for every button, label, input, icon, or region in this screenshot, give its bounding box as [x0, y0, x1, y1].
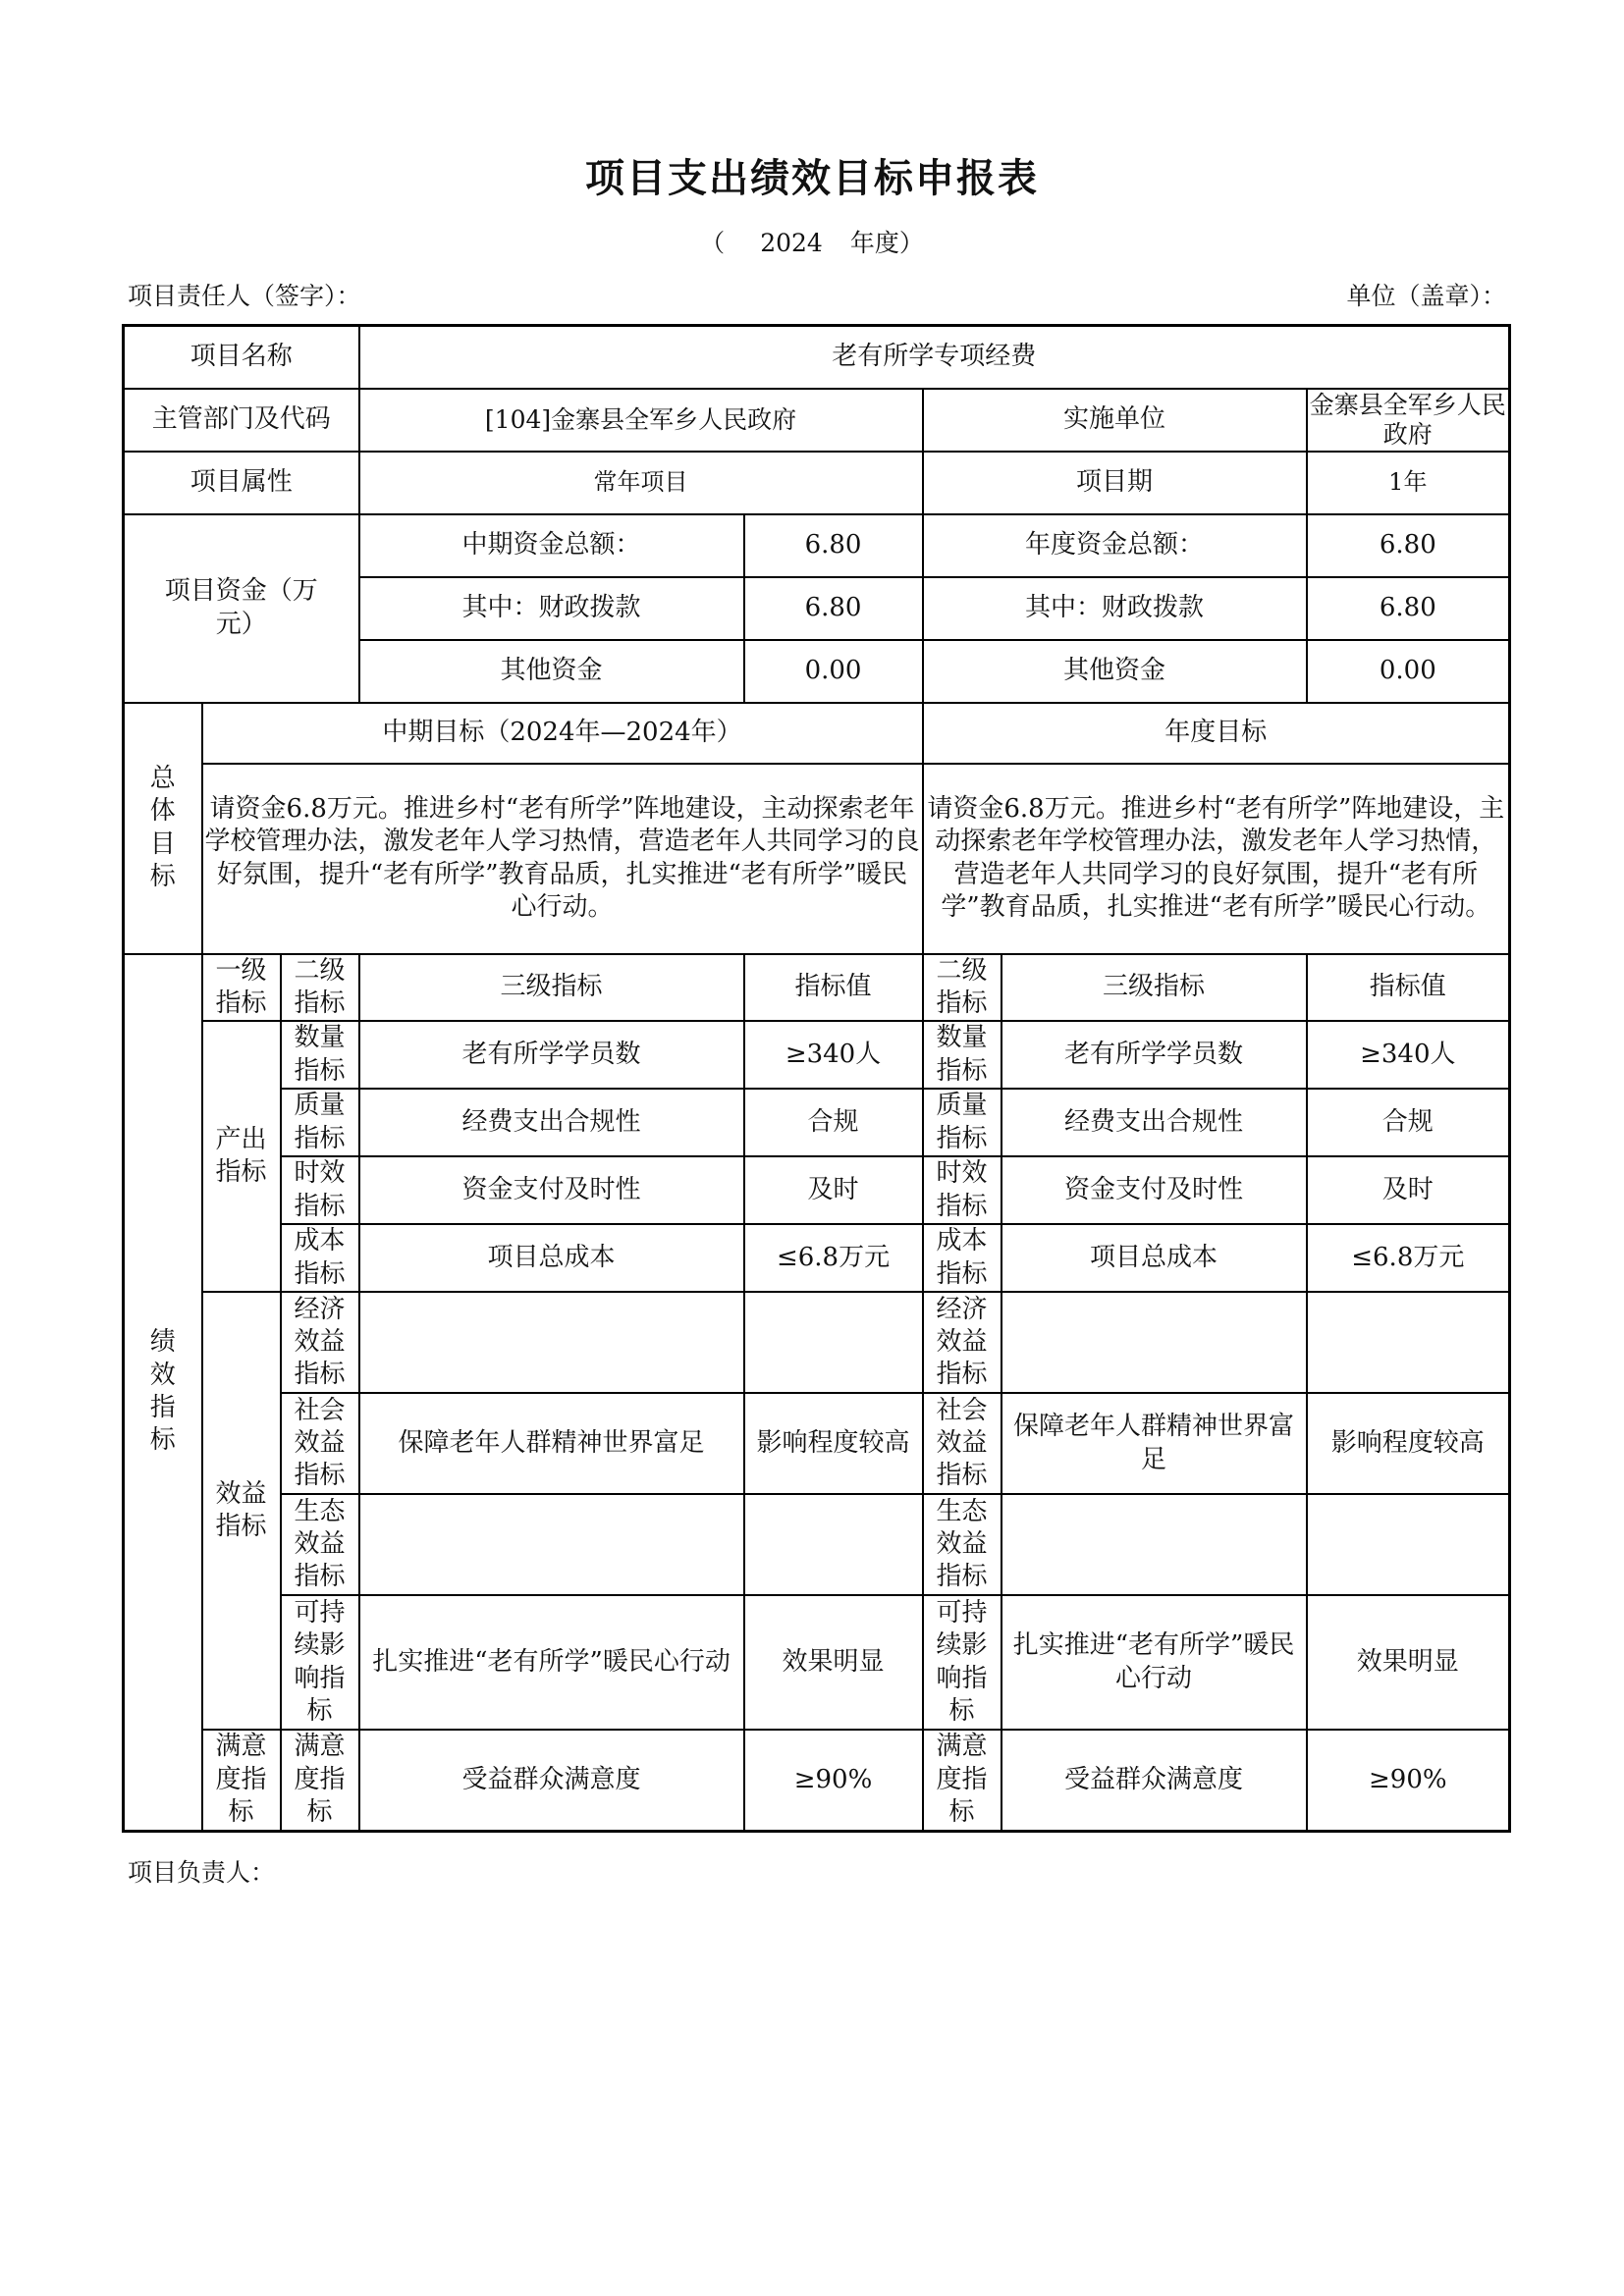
- row-l2: 经济效益指标: [281, 1292, 359, 1393]
- col-level3-header: 三级指标: [359, 954, 744, 1022]
- performance-target-table: [122, 324, 1511, 1833]
- row-mid-l3: 项目总成本: [359, 1224, 744, 1292]
- responsible-label: 项目负责人：: [128, 1858, 276, 1887]
- row-l2: 数量指标: [281, 1021, 359, 1089]
- row-year-l3: 老有所学学员数: [1001, 1021, 1307, 1089]
- impl-unit-label: 实施单位: [923, 389, 1307, 452]
- year-total-label: 年度资金总额：: [923, 514, 1307, 577]
- row-mid-value: [744, 1292, 923, 1393]
- row-year-l3: [1001, 1292, 1307, 1393]
- report-year: [0, 224, 1624, 259]
- row-year-value: ≥340人: [1307, 1021, 1510, 1089]
- mid-other-value: 0.00: [744, 640, 923, 703]
- row-l2: 满意度指标: [281, 1730, 359, 1831]
- period-value: 1年: [1307, 452, 1510, 514]
- row-mid-value: ≥90%: [744, 1730, 923, 1831]
- row-mid-value: ≥340人: [744, 1021, 923, 1089]
- mid-goal-text: 请资金6.8万元。推进乡村“老有所学”阵地建设，主动探索老年学校管理办法，激发老年人学习热情，营造老年人共同学习的良好氛围，提升“老有所学”教育品质，扎实推进“老有所学”暖民心行动。: [202, 764, 923, 954]
- row-year-value: 及时: [1307, 1156, 1510, 1224]
- row-year-value: [1307, 1494, 1510, 1595]
- col-level1-header: 一级指标: [202, 954, 281, 1022]
- row-year-value: ≤6.8万元: [1307, 1224, 1510, 1292]
- row-l2: 生态效益指标: [281, 1494, 359, 1595]
- row-year-l2: 生态效益指标: [923, 1494, 1001, 1595]
- row-year-l2: 成本指标: [923, 1224, 1001, 1292]
- year-close: 年度）: [849, 229, 924, 257]
- col-level2-header: 二级指标: [281, 954, 359, 1022]
- row-mid-l3: [359, 1292, 744, 1393]
- row-year-value: 效果明显: [1307, 1595, 1510, 1730]
- row-year-l3: 受益群众满意度: [1001, 1730, 1307, 1831]
- col-year-value-header: 指标值: [1307, 954, 1510, 1022]
- row-mid-l3: 经费支出合规性: [359, 1089, 744, 1156]
- year-other-label: 其他资金: [923, 640, 1307, 703]
- year-goal-header: 年度目标: [923, 703, 1510, 764]
- page-title: 项目支出绩效目标申报表: [585, 156, 1039, 201]
- year-goal-text: 请资金6.8万元。推进乡村“老有所学”阵地建设，主动探索老年学校管理办法，激发老年人学习热情，营造老年人共同学习的良好氛围，提升“老有所学”教育品质，扎实推进“老有所学”暖民心行动。: [923, 764, 1510, 954]
- mid-other-label: 其他资金: [359, 640, 744, 703]
- period-label: 项目期: [923, 452, 1307, 514]
- year-fiscal-value: 6.80: [1307, 577, 1510, 640]
- row-year-l2: 时效指标: [923, 1156, 1001, 1224]
- overall-goal-label: 总体目标: [124, 703, 202, 954]
- row-mid-l3: 保障老年人群精神世界富足: [359, 1393, 744, 1494]
- year-value: 2024: [760, 229, 823, 257]
- project-name-value: 老有所学专项经费: [359, 326, 1510, 389]
- row-mid-value: ≤6.8万元: [744, 1224, 923, 1292]
- row-year-value: 影响程度较高: [1307, 1393, 1510, 1494]
- row-year-l2: 数量指标: [923, 1021, 1001, 1089]
- row-mid-value: 效果明显: [744, 1595, 923, 1730]
- mid-fiscal-label: 其中：财政拨款: [359, 577, 744, 640]
- row-year-l2: 质量指标: [923, 1089, 1001, 1156]
- col-year-level3-header: 三级指标: [1001, 954, 1307, 1022]
- row-l2: 质量指标: [281, 1089, 359, 1156]
- row-year-l2: 经济效益指标: [923, 1292, 1001, 1393]
- row-l2: 时效指标: [281, 1156, 359, 1224]
- impl-unit-value: 金寨县全军乡人民政府: [1307, 389, 1510, 452]
- dept-label: 主管部门及代码: [124, 389, 359, 452]
- row-mid-l3: [359, 1494, 744, 1595]
- row-mid-l3: 老有所学学员数: [359, 1021, 744, 1089]
- row-l2: 可持续影响指标: [281, 1595, 359, 1730]
- row-year-value: 合规: [1307, 1089, 1510, 1156]
- row-year-value: [1307, 1292, 1510, 1393]
- mid-fiscal-value: 6.80: [744, 577, 923, 640]
- group-satisfaction: 满意度指标: [202, 1730, 281, 1831]
- row-year-l2: 社会效益指标: [923, 1393, 1001, 1494]
- group-benefit: 效益指标: [202, 1292, 281, 1730]
- row-year-l3: 保障老年人群精神世界富足: [1001, 1393, 1307, 1494]
- row-year-l3: 扎实推进“老有所学”暖民心行动: [1001, 1595, 1307, 1730]
- row-mid-l3: 受益群众满意度: [359, 1730, 744, 1831]
- year-open: （: [700, 229, 726, 257]
- row-year-l3: [1001, 1494, 1307, 1595]
- row-year-l3: 经费支出合规性: [1001, 1089, 1307, 1156]
- seal-label: 单位（盖章）：: [1346, 282, 1506, 310]
- signer-label: 项目责任人（签字）：: [128, 282, 361, 310]
- attr-label: 项目属性: [124, 452, 359, 514]
- row-l2: 成本指标: [281, 1224, 359, 1292]
- mid-total-value: 6.80: [744, 514, 923, 577]
- row-year-l3: 资金支付及时性: [1001, 1156, 1307, 1224]
- performance-indicator-label: 绩效指标: [124, 954, 202, 1832]
- year-other-value: 0.00: [1307, 640, 1510, 703]
- group-output: 产出指标: [202, 1021, 281, 1292]
- row-l2: 社会效益指标: [281, 1393, 359, 1494]
- year-fiscal-label: 其中：财政拨款: [923, 577, 1307, 640]
- row-year-value: ≥90%: [1307, 1730, 1510, 1831]
- col-value-header: 指标值: [744, 954, 923, 1022]
- row-mid-value: 合规: [744, 1089, 923, 1156]
- row-year-l3: 项目总成本: [1001, 1224, 1307, 1292]
- row-mid-value: [744, 1494, 923, 1595]
- funds-label: 项目资金（万元）: [124, 514, 359, 703]
- col-year-level2-header: 二级指标: [923, 954, 1001, 1022]
- row-year-l2: 可持续影响指标: [923, 1595, 1001, 1730]
- dept-value: [104]金寨县全军乡人民政府: [359, 389, 923, 452]
- project-name-label: 项目名称: [124, 326, 359, 389]
- row-mid-l3: 资金支付及时性: [359, 1156, 744, 1224]
- row-year-l2: 满意度指标: [923, 1730, 1001, 1831]
- year-total-value: 6.80: [1307, 514, 1510, 577]
- mid-goal-header: 中期目标（2024年—2024年）: [202, 703, 923, 764]
- row-mid-l3: 扎实推进“老有所学”暖民心行动: [359, 1595, 744, 1730]
- mid-total-label: 中期资金总额：: [359, 514, 744, 577]
- attr-value: 常年项目: [359, 452, 923, 514]
- row-mid-value: 影响程度较高: [744, 1393, 923, 1494]
- row-mid-value: 及时: [744, 1156, 923, 1224]
